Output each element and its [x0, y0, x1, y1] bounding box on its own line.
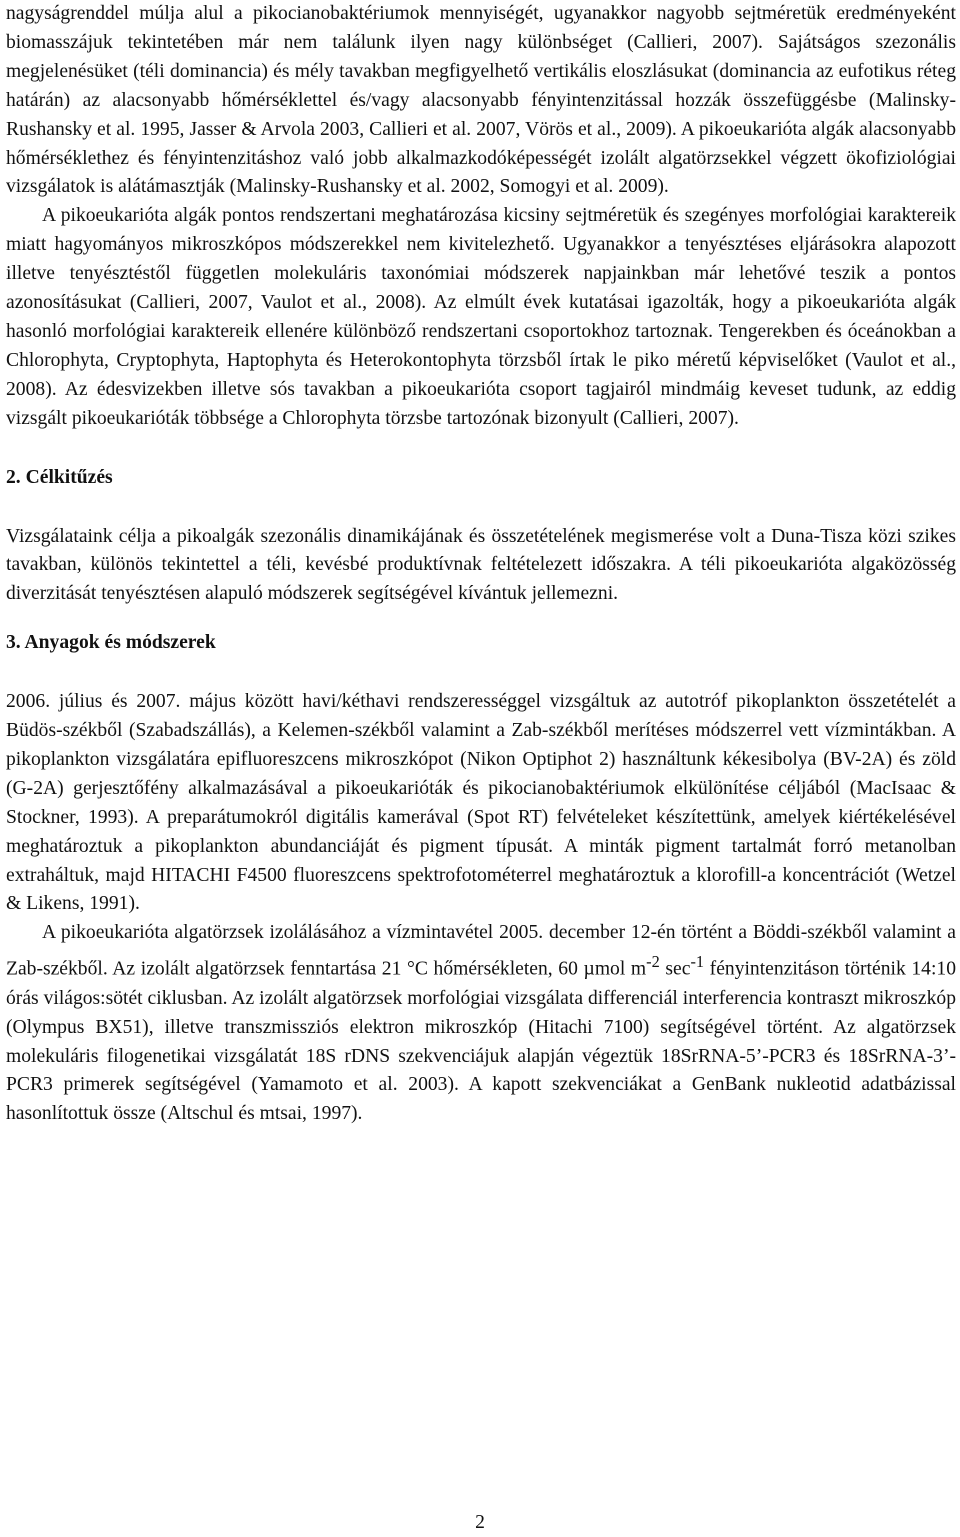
superscript-minus-1: -1: [690, 952, 705, 972]
paragraph-strain-isolation: [6, 919, 956, 1129]
paragraph-sampling-methods: 2006. július és 2007. május között havi/kéthavi rendszerességgel vizsgáltuk az autotróf pikoplankton összetételét a Büdös-székből (Szabadszállás), a Kelemen-székből valamint a Zab-székből merítéses módszerrel vett vízmintákban. A pikoplankton vizsgálatára epifluoreszcens mikroszkópot (Nikon Optiphot 2) használtunk kékesibolya (BV-2A) és zöld (G-2A) gerjesztőfény alkalmazásával a pikoeukarióták és pikocianobaktériumok elkülönítése céljából (MacIsaac & Stockner, 1993). A preparátumokról digitális kamerával (Spot RT) felvételeket készítettünk, amelyek kiértékelésével meghatároztuk a pikoplankton abundanciáját és pigment típusát. A minták pigment tartalmát forró metanolban extraháltuk, majd HITACHI F4500 fluoreszcens spektrofotométerrel meghatároztuk a klorofill-a koncentrációt (Wetzel & Likens, 1991).: [6, 691, 956, 915]
heading-anyagok-es-modszerek: 3. Anyagok és módszerek: [6, 632, 216, 654]
document-page: [6, 0, 956, 1129]
strain-text-2: sec: [659, 958, 691, 980]
paragraph-taxonomy: A pikoeukarióta algák pontos rendszertani meghatározása kicsiny sejtméretük és szegényes morfológiai karaktereik miatt hagyományos mikroszkópos módszerekkel nem kivitelezhető. Ugyanakkor a tenyésztéses eljárásokra alapozott illetve tenyésztéstől független molekuláris taxonómiai módszerek napjainkban már lehetővé teszik a pontos azonosításukat (Callieri, 2007, Vaulot et al., 2008). Az elmúlt évek kutatásai igazolták, hogy a pikoeukarióta algák hasonló morfológiai karaktereik ellenére különböző rendszertani csoportokhoz tartoznak. Tengerekben és óceánokban a Chlorophyta, Cryptophyta, Haptophyta és Heterokontophyta törzsből írtak le piko méretű képviselőket (Vaulot et al., 2008). Az édesvizekben illetve sós tavakban a pikoeukarióta csoport tagjairól mindmáig keveset tudunk, az eddig vizsgált pikoeukarióták többsége a Chlorophyta törzsbe tartozónak bizonyult (Callieri, 2007).: [6, 205, 956, 429]
strain-text-3: fényintenzitáson történik 14:10 órás világos:sötét ciklusban. Az izolált algatörzsek morfológiai vizsgálata differenciál interferencia kontraszt mikroszkóp (Olympus BX51), illetve transzmissziós elektron mikroszkóp (Hitachi 7100) segítségével történt. Az algatörzsek molekuláris filogenetikai vizsgálatát 18S rDNS szekvenciájuk alapján végeztük 18SrRNA-5’-PCR3 és 18SrRNA-3’-PCR3 primerek segítségével (Yamamoto et al. 2003). A kapott szekvenciákat a GenBank nukleotid adatbázissal hasonlítottuk össze (Altschul és mtsai, 1997).: [6, 958, 956, 1125]
paragraph-objectives: Vizsgálataink célja a pikoalgák szezonális dinamikájának és összetételének megismerése volt a Duna-Tisza közi szikes tavakban, különös tekintettel a téli, kevésbé produktívnak feltételezett időszakra. A téli pikoeukarióta algaközösség diverzitását tenyésztésen alapuló módszerek segítségével kívántuk jellemezni.: [6, 525, 956, 605]
superscript-minus-2: -2: [646, 952, 660, 972]
paragraph-intro-continued: nagyságrenddel múlja alul a pikocianobaktériumok mennyiségét, ugyanakkor nagyobb sejtméretük eredményeként biomasszájuk tekintetében már nem találunk ilyen nagy különbséget (Callieri, 2007). Sajátságos szezonális megjelenésüket (téli dominancia) és mély tavakban megfigyelhető vertikális eloszlásukat (dominancia az eufotikus réteg határán) az alacsonyabb hőmérséklettel és/vagy alacsonyabb fényintenzitással hozzák összefüggésbe (Malinsky-Rushansky et al. 1995, Jasser & Arvola 2003, Callieri et al. 2007, Vörös et al., 2009). A pikoeukarióta algák alacsonyabb hőmérséklethez és fényintenzitáshoz való jobb alkalmazkodóképességét izolált algatörzsekkel végzett ökofiziológiai vizsgálatok is alátámasztják (Malinsky-Rushansky et al. 2002, Somogyi et al. 2009).: [6, 3, 956, 198]
page-number: 2: [475, 1512, 485, 1533]
strain-text-1: A pikoeukarióta algatörzsek izolálásához a vízmintavétel 2005. december 12-én történt a Böddi-székből valamint a Zab-székből. Az izolált algatörzsek fenntartása 21 °C hőmérsékleten, 60 µmol m: [6, 922, 956, 980]
heading-celkituzes: 2. Célkitűzés: [6, 466, 113, 488]
